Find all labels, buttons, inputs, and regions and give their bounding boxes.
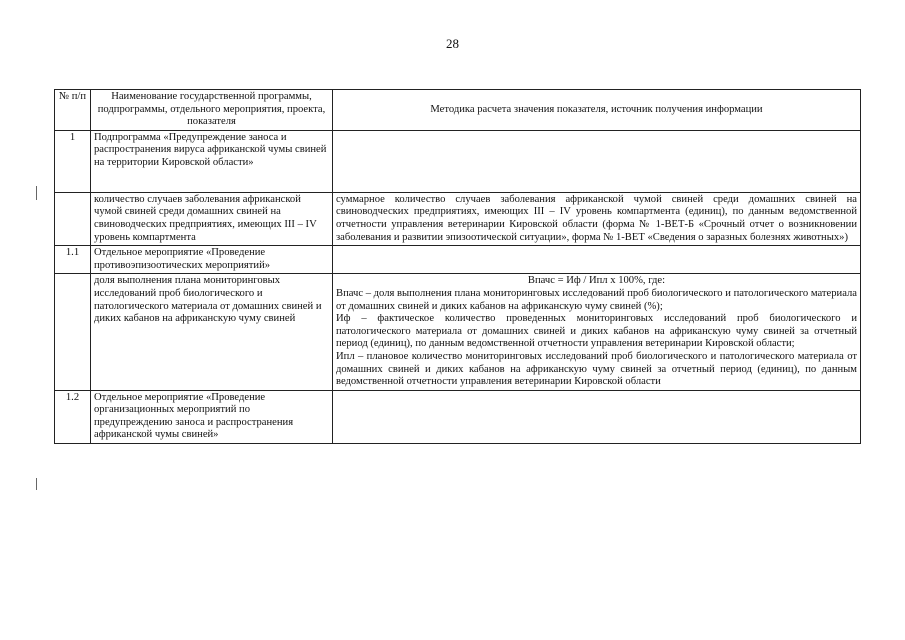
- row-name: количество случаев заболевания африканской чумой свиней среди домашних свиней на свиноводческих предприятиях, имеющих III – IV уровень компартмента: [91, 192, 333, 245]
- header-name: Наименование государственной программы, подпрограммы, отдельного мероприятия, проекта, показателя: [91, 90, 333, 131]
- scan-margin-mark: [36, 478, 37, 490]
- table-row: [55, 390, 861, 443]
- row-num: [55, 274, 91, 390]
- scan-margin-mark: [36, 186, 37, 200]
- row-num: [55, 192, 91, 245]
- method-item: Иф – фактическое количество проведенных мониторинговых исследований проб биологического и патологического материала от домашних свиней и диких кабанов на африканскую чуму свиней за отчетный период (единиц), по данным ведомственной отчетности управления ветеринарии Кировской области;: [336, 313, 857, 350]
- row-method: [333, 274, 861, 390]
- row-name: Отдельное мероприятие «Проведение организационных мероприятий по предупреждению заноса и распространения африканской чумы свиней»: [91, 390, 333, 443]
- header-method: Методика расчета значения показателя, источник получения информации: [333, 90, 861, 131]
- row-method: [333, 130, 861, 192]
- row-num: 1: [55, 130, 91, 192]
- row-method: суммарное количество случаев заболевания африканской чумой свиней среди домашних свиней на свиноводческих предприятиях, имеющих III – IV уровень компартмента (единиц), по данным ведомственной отчетности управления ветеринарии Кировской области (форма № 1-ВЕТ-Б «Срочный отчет о возникновении заболевания и развитии эпизоотической ситуации», форма № 1-ВЕТ «Сведения о заразных болезнях животных»): [333, 192, 861, 245]
- table-row: [55, 192, 861, 245]
- method-item: Ипл – плановое количество мониторинговых исследований проб биологического и патологического материала от домашних свиней и диких кабанов на африканскую чуму свиней за отчетный период (единиц), по данным ведомственной отчетности управления ветеринарии Кировской области: [336, 350, 857, 388]
- row-method: [333, 246, 861, 274]
- header-num: № п/п: [55, 90, 91, 131]
- indicators-table: [54, 89, 861, 444]
- table-header-row: [55, 90, 861, 131]
- table-row: [55, 274, 861, 390]
- table-row: [55, 130, 861, 192]
- row-name: Подпрограмма «Предупреждение заноса и распространения вируса африканской чумы свиней на территории Кировской области»: [91, 130, 333, 192]
- row-name: доля выполнения плана мониторинговых исследований проб биологического и патологического материала от домашних свиней и диких кабанов на африканскую чуму свиней: [91, 274, 333, 390]
- table-row: [55, 246, 861, 274]
- page-number: 28: [446, 36, 459, 51]
- row-num: 1.1: [55, 246, 91, 274]
- row-num: 1.2: [55, 390, 91, 443]
- row-name: Отдельное мероприятие «Проведение противоэпизоотических мероприятий»: [91, 246, 333, 274]
- method-formula: Впачс = Иф / Ипл x 100%, где:: [527, 275, 666, 287]
- row-method: [333, 390, 861, 443]
- method-item: Впачс – доля выполнения плана мониторинговых исследований проб биологического и патологического материала от домашних свиней и диких кабанов на африканскую чуму свиней (%);: [336, 287, 857, 312]
